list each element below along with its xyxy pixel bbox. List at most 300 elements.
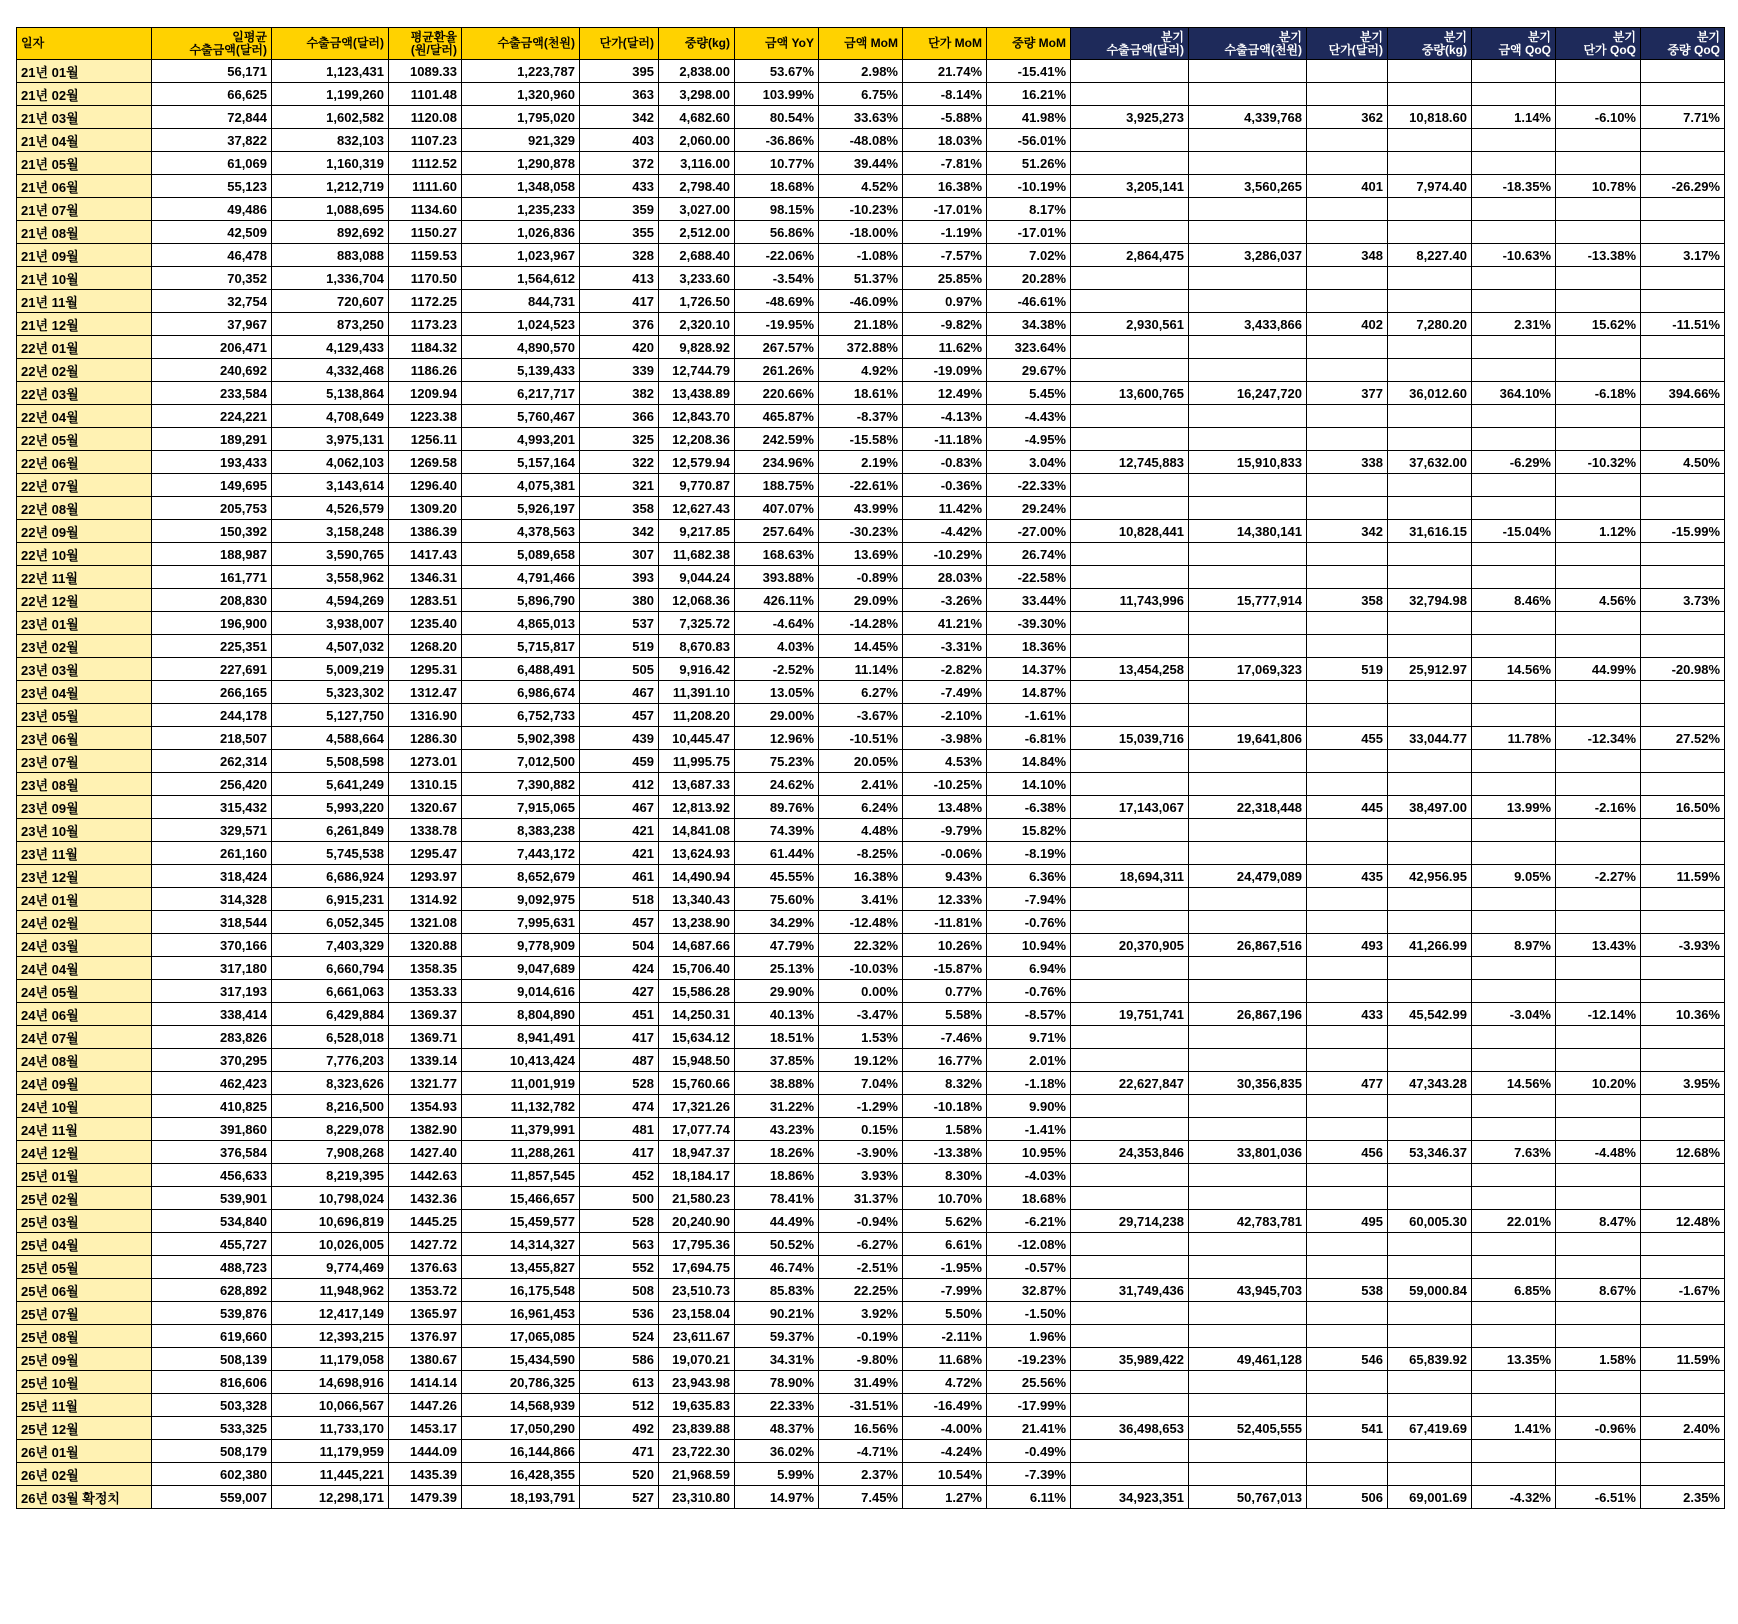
table-cell[interactable]: 34.29% [735, 911, 819, 934]
table-cell[interactable] [1071, 290, 1189, 313]
table-cell[interactable]: 10.70% [903, 1187, 987, 1210]
table-cell[interactable]: 11,733,170 [272, 1417, 389, 1440]
table-cell[interactable] [1641, 911, 1725, 934]
table-cell[interactable]: 66,625 [152, 83, 272, 106]
table-cell[interactable]: 61,069 [152, 152, 272, 175]
table-cell[interactable]: -0.19% [819, 1325, 903, 1348]
table-cell[interactable]: 1309.20 [389, 497, 462, 520]
table-cell[interactable]: 1,024,523 [462, 313, 580, 336]
table-cell[interactable]: 32,794.98 [1388, 589, 1472, 612]
table-cell[interactable]: 90.21% [735, 1302, 819, 1325]
table-cell[interactable]: 492 [580, 1417, 659, 1440]
table-cell[interactable]: 12,393,215 [272, 1325, 389, 1348]
table-cell[interactable]: 1134.60 [389, 198, 462, 221]
table-cell[interactable]: -0.06% [903, 842, 987, 865]
table-cell[interactable]: 339 [580, 359, 659, 382]
row-date-cell[interactable]: 21년 02월 [17, 83, 152, 106]
table-cell[interactable]: -12.48% [819, 911, 903, 934]
table-cell[interactable]: 233,584 [152, 382, 272, 405]
table-cell[interactable]: 2.40% [1641, 1417, 1725, 1440]
table-cell[interactable]: 3.93% [819, 1164, 903, 1187]
table-cell[interactable]: -4.24% [903, 1440, 987, 1463]
table-cell[interactable] [1388, 359, 1472, 382]
table-cell[interactable]: 21,968.59 [659, 1463, 735, 1486]
table-cell[interactable]: 7,995,631 [462, 911, 580, 934]
table-cell[interactable] [1307, 911, 1388, 934]
table-cell[interactable] [1556, 1187, 1641, 1210]
table-cell[interactable]: 5,508,598 [272, 750, 389, 773]
table-cell[interactable]: 40.13% [735, 1003, 819, 1026]
table-cell[interactable]: 10.26% [903, 934, 987, 957]
table-cell[interactable]: 14,380,141 [1189, 520, 1307, 543]
table-cell[interactable]: -4.42% [903, 520, 987, 543]
table-cell[interactable] [1388, 428, 1472, 451]
table-cell[interactable] [1189, 1440, 1307, 1463]
table-cell[interactable]: 328 [580, 244, 659, 267]
table-cell[interactable] [1388, 1187, 1472, 1210]
table-cell[interactable]: 14.56% [1472, 658, 1556, 681]
table-cell[interactable]: 1.58% [1556, 1348, 1641, 1371]
table-cell[interactable]: 51.26% [987, 152, 1071, 175]
table-cell[interactable] [1556, 359, 1641, 382]
table-cell[interactable]: -14.28% [819, 612, 903, 635]
table-cell[interactable]: 1,336,704 [272, 267, 389, 290]
table-cell[interactable]: 413 [580, 267, 659, 290]
table-cell[interactable]: 7.63% [1472, 1141, 1556, 1164]
table-cell[interactable]: 9,774,469 [272, 1256, 389, 1279]
table-cell[interactable]: 42,956.95 [1388, 865, 1472, 888]
table-cell[interactable]: 317,180 [152, 957, 272, 980]
table-cell[interactable]: 421 [580, 819, 659, 842]
table-cell[interactable] [1189, 60, 1307, 83]
table-cell[interactable] [1189, 1049, 1307, 1072]
table-cell[interactable]: 12.68% [1641, 1141, 1725, 1164]
table-cell[interactable]: 6.11% [987, 1486, 1071, 1509]
column-header[interactable]: 수출금액(달러) [272, 28, 389, 60]
table-cell[interactable]: 508,179 [152, 1440, 272, 1463]
table-cell[interactable]: 410,825 [152, 1095, 272, 1118]
table-cell[interactable]: 1432.36 [389, 1187, 462, 1210]
table-cell[interactable]: 3.73% [1641, 589, 1725, 612]
table-cell[interactable]: 1386.39 [389, 520, 462, 543]
table-cell[interactable]: 6.85% [1472, 1279, 1556, 1302]
table-cell[interactable]: 11.68% [903, 1348, 987, 1371]
table-cell[interactable]: 6.36% [987, 865, 1071, 888]
table-cell[interactable]: 74.39% [735, 819, 819, 842]
table-cell[interactable]: 720,607 [272, 290, 389, 313]
table-cell[interactable]: 2.01% [987, 1049, 1071, 1072]
table-cell[interactable]: 13.48% [903, 796, 987, 819]
table-cell[interactable]: 322 [580, 451, 659, 474]
table-cell[interactable]: 358 [1307, 589, 1388, 612]
table-cell[interactable]: 4.56% [1556, 589, 1641, 612]
table-cell[interactable]: 1,726.50 [659, 290, 735, 313]
table-cell[interactable] [1307, 221, 1388, 244]
table-cell[interactable] [1071, 1187, 1189, 1210]
table-cell[interactable]: 189,291 [152, 428, 272, 451]
table-cell[interactable]: 13,438.89 [659, 382, 735, 405]
table-cell[interactable]: 1293.97 [389, 865, 462, 888]
table-cell[interactable]: 4.48% [819, 819, 903, 842]
table-cell[interactable]: 55,123 [152, 175, 272, 198]
table-cell[interactable]: -6.21% [987, 1210, 1071, 1233]
table-cell[interactable] [1189, 290, 1307, 313]
table-cell[interactable]: 355 [580, 221, 659, 244]
table-cell[interactable] [1189, 1302, 1307, 1325]
table-cell[interactable]: 12.33% [903, 888, 987, 911]
table-cell[interactable]: -15.99% [1641, 520, 1725, 543]
table-cell[interactable]: 34,923,351 [1071, 1486, 1189, 1509]
row-date-cell[interactable]: 22년 09월 [17, 520, 152, 543]
table-cell[interactable]: 563 [580, 1233, 659, 1256]
table-cell[interactable]: 47.79% [735, 934, 819, 957]
table-cell[interactable]: 19,751,741 [1071, 1003, 1189, 1026]
table-cell[interactable]: 29,714,238 [1071, 1210, 1189, 1233]
table-cell[interactable] [1556, 497, 1641, 520]
table-cell[interactable]: 37.85% [735, 1049, 819, 1072]
table-cell[interactable]: 13.43% [1556, 934, 1641, 957]
table-cell[interactable]: 1,160,319 [272, 152, 389, 175]
table-cell[interactable]: 7,012,500 [462, 750, 580, 773]
table-cell[interactable] [1071, 681, 1189, 704]
table-cell[interactable]: 4,682.60 [659, 106, 735, 129]
table-cell[interactable]: 10.77% [735, 152, 819, 175]
table-cell[interactable] [1641, 336, 1725, 359]
table-cell[interactable] [1307, 1049, 1388, 1072]
table-cell[interactable]: 25.13% [735, 957, 819, 980]
table-cell[interactable] [1071, 60, 1189, 83]
table-cell[interactable]: 10.20% [1556, 1072, 1641, 1095]
table-cell[interactable]: 1339.14 [389, 1049, 462, 1072]
table-cell[interactable]: -4.71% [819, 1440, 903, 1463]
table-cell[interactable] [1641, 1440, 1725, 1463]
table-cell[interactable]: 4.50% [1641, 451, 1725, 474]
table-cell[interactable]: 224,221 [152, 405, 272, 428]
row-date-cell[interactable]: 24년 11월 [17, 1118, 152, 1141]
table-cell[interactable] [1071, 1440, 1189, 1463]
row-date-cell[interactable]: 25년 02월 [17, 1187, 152, 1210]
table-cell[interactable]: 5,896,790 [462, 589, 580, 612]
table-cell[interactable]: 12,068.36 [659, 589, 735, 612]
table-cell[interactable] [1556, 1095, 1641, 1118]
table-cell[interactable]: 487 [580, 1049, 659, 1072]
table-cell[interactable] [1472, 267, 1556, 290]
table-cell[interactable]: 13,238.90 [659, 911, 735, 934]
table-cell[interactable]: 5.62% [903, 1210, 987, 1233]
table-cell[interactable]: 15,466,657 [462, 1187, 580, 1210]
table-cell[interactable] [1556, 152, 1641, 175]
row-date-cell[interactable]: 26년 02월 [17, 1463, 152, 1486]
table-cell[interactable] [1556, 566, 1641, 589]
table-cell[interactable]: 533,325 [152, 1417, 272, 1440]
table-cell[interactable]: -30.23% [819, 520, 903, 543]
table-cell[interactable]: 1414.14 [389, 1371, 462, 1394]
table-cell[interactable]: 9.71% [987, 1026, 1071, 1049]
table-cell[interactable] [1472, 612, 1556, 635]
table-cell[interactable]: 15.82% [987, 819, 1071, 842]
table-cell[interactable]: 5.58% [903, 1003, 987, 1026]
table-cell[interactable]: 11.59% [1641, 865, 1725, 888]
table-cell[interactable]: 1101.48 [389, 83, 462, 106]
table-cell[interactable] [1388, 980, 1472, 1003]
table-cell[interactable]: 244,178 [152, 704, 272, 727]
table-cell[interactable]: 14,490.94 [659, 865, 735, 888]
table-cell[interactable]: 3,233.60 [659, 267, 735, 290]
table-cell[interactable]: 417 [580, 290, 659, 313]
table-cell[interactable]: 338 [1307, 451, 1388, 474]
table-cell[interactable]: 44.49% [735, 1210, 819, 1233]
table-cell[interactable] [1556, 83, 1641, 106]
table-cell[interactable]: 8,323,626 [272, 1072, 389, 1095]
table-cell[interactable]: 56.86% [735, 221, 819, 244]
table-cell[interactable]: -2.82% [903, 658, 987, 681]
table-cell[interactable] [1189, 1164, 1307, 1187]
table-cell[interactable]: 24.62% [735, 773, 819, 796]
row-date-cell[interactable]: 22년 05월 [17, 428, 152, 451]
table-cell[interactable] [1388, 1026, 1472, 1049]
table-cell[interactable]: 11,948,962 [272, 1279, 389, 1302]
table-cell[interactable]: 4,791,466 [462, 566, 580, 589]
table-cell[interactable] [1641, 1118, 1725, 1141]
table-cell[interactable] [1388, 198, 1472, 221]
row-date-cell[interactable]: 21년 05월 [17, 152, 152, 175]
table-cell[interactable]: -39.30% [987, 612, 1071, 635]
table-cell[interactable] [1472, 1095, 1556, 1118]
table-cell[interactable]: 8,219,395 [272, 1164, 389, 1187]
table-cell[interactable]: -12.34% [1556, 727, 1641, 750]
table-cell[interactable] [1472, 543, 1556, 566]
table-cell[interactable]: -0.76% [987, 980, 1071, 1003]
row-date-cell[interactable]: 22년 10월 [17, 543, 152, 566]
column-header[interactable]: 일평균 수출금액(달러) [152, 28, 272, 60]
table-cell[interactable]: 1453.17 [389, 1417, 462, 1440]
table-cell[interactable] [1556, 1302, 1641, 1325]
table-cell[interactable] [1071, 1256, 1189, 1279]
table-cell[interactable]: 14.84% [987, 750, 1071, 773]
table-cell[interactable]: 325 [580, 428, 659, 451]
table-cell[interactable] [1307, 980, 1388, 1003]
table-cell[interactable]: 3,205,141 [1071, 175, 1189, 198]
table-cell[interactable] [1189, 1371, 1307, 1394]
table-cell[interactable] [1189, 405, 1307, 428]
table-cell[interactable] [1472, 474, 1556, 497]
table-cell[interactable]: 1,212,719 [272, 175, 389, 198]
table-cell[interactable]: 1089.33 [389, 60, 462, 83]
table-cell[interactable] [1556, 1049, 1641, 1072]
table-cell[interactable] [1388, 221, 1472, 244]
row-date-cell[interactable]: 22년 11월 [17, 566, 152, 589]
table-cell[interactable]: 17,795.36 [659, 1233, 735, 1256]
table-cell[interactable]: -10.32% [1556, 451, 1641, 474]
table-cell[interactable] [1472, 681, 1556, 704]
table-cell[interactable]: 358 [580, 497, 659, 520]
table-cell[interactable] [1641, 1463, 1725, 1486]
table-cell[interactable]: 46.74% [735, 1256, 819, 1279]
table-cell[interactable] [1472, 773, 1556, 796]
table-cell[interactable]: -3.93% [1641, 934, 1725, 957]
table-cell[interactable] [1556, 290, 1641, 313]
table-cell[interactable] [1189, 428, 1307, 451]
table-cell[interactable]: 2.98% [819, 60, 903, 83]
table-cell[interactable] [1641, 1302, 1725, 1325]
table-cell[interactable]: -13.38% [903, 1141, 987, 1164]
table-cell[interactable] [1641, 1026, 1725, 1049]
table-cell[interactable]: 519 [1307, 658, 1388, 681]
table-cell[interactable]: 16.50% [1641, 796, 1725, 819]
table-cell[interactable]: 6.27% [819, 681, 903, 704]
table-cell[interactable] [1472, 290, 1556, 313]
table-cell[interactable] [1189, 1233, 1307, 1256]
table-cell[interactable]: 11.42% [903, 497, 987, 520]
table-cell[interactable]: 1382.90 [389, 1118, 462, 1141]
table-cell[interactable] [1556, 428, 1641, 451]
table-cell[interactable] [1472, 60, 1556, 83]
table-cell[interactable]: 11,001,919 [462, 1072, 580, 1095]
table-cell[interactable]: 5,715,817 [462, 635, 580, 658]
table-cell[interactable] [1556, 842, 1641, 865]
table-cell[interactable]: 10,828,441 [1071, 520, 1189, 543]
table-cell[interactable]: 1,199,260 [272, 83, 389, 106]
table-cell[interactable]: 481 [580, 1118, 659, 1141]
table-cell[interactable] [1307, 129, 1388, 152]
table-cell[interactable]: 14,314,327 [462, 1233, 580, 1256]
table-cell[interactable] [1556, 1325, 1641, 1348]
table-cell[interactable] [1189, 888, 1307, 911]
row-date-cell[interactable]: 23년 08월 [17, 773, 152, 796]
table-cell[interactable]: 20,240.90 [659, 1210, 735, 1233]
table-cell[interactable]: -22.06% [735, 244, 819, 267]
row-date-cell[interactable]: 21년 09월 [17, 244, 152, 267]
table-cell[interactable]: 524 [580, 1325, 659, 1348]
table-cell[interactable]: 5,641,249 [272, 773, 389, 796]
table-cell[interactable]: 42,783,781 [1189, 1210, 1307, 1233]
table-cell[interactable] [1189, 83, 1307, 106]
table-cell[interactable] [1071, 405, 1189, 428]
table-cell[interactable]: 1353.33 [389, 980, 462, 1003]
table-cell[interactable] [1071, 566, 1189, 589]
table-cell[interactable]: -10.23% [819, 198, 903, 221]
table-cell[interactable]: 11,391.10 [659, 681, 735, 704]
table-cell[interactable] [1556, 612, 1641, 635]
table-cell[interactable]: 500 [580, 1187, 659, 1210]
table-cell[interactable] [1556, 267, 1641, 290]
table-cell[interactable]: 12,627.43 [659, 497, 735, 520]
table-cell[interactable]: 17,077.74 [659, 1118, 735, 1141]
table-cell[interactable]: 23,839.88 [659, 1417, 735, 1440]
table-cell[interactable]: 14,568,939 [462, 1394, 580, 1417]
table-cell[interactable] [1307, 1394, 1388, 1417]
table-cell[interactable]: 451 [580, 1003, 659, 1026]
table-cell[interactable]: 1,290,878 [462, 152, 580, 175]
table-cell[interactable] [1071, 267, 1189, 290]
table-cell[interactable]: 1.12% [1556, 520, 1641, 543]
table-cell[interactable]: 18,184.17 [659, 1164, 735, 1187]
table-cell[interactable]: 20,370,905 [1071, 934, 1189, 957]
table-cell[interactable]: 394.66% [1641, 382, 1725, 405]
table-cell[interactable]: 457 [580, 911, 659, 934]
table-cell[interactable]: 25,912.97 [1388, 658, 1472, 681]
table-cell[interactable]: -1.19% [903, 221, 987, 244]
table-cell[interactable]: 10.36% [1641, 1003, 1725, 1026]
column-header[interactable]: 금액 MoM [819, 28, 903, 60]
table-cell[interactable] [1307, 1302, 1388, 1325]
table-cell[interactable]: 1,320,960 [462, 83, 580, 106]
table-cell[interactable]: 1295.47 [389, 842, 462, 865]
table-cell[interactable]: 586 [580, 1348, 659, 1371]
table-cell[interactable]: 205,753 [152, 497, 272, 520]
table-cell[interactable]: 13.05% [735, 681, 819, 704]
table-cell[interactable]: 372 [580, 152, 659, 175]
table-cell[interactable]: 1120.08 [389, 106, 462, 129]
table-cell[interactable] [1556, 60, 1641, 83]
table-cell[interactable]: 50,767,013 [1189, 1486, 1307, 1509]
table-cell[interactable]: 12,745,883 [1071, 451, 1189, 474]
table-cell[interactable]: 3.17% [1641, 244, 1725, 267]
table-cell[interactable]: 11.62% [903, 336, 987, 359]
table-cell[interactable]: 402 [1307, 313, 1388, 336]
table-cell[interactable]: 45.55% [735, 865, 819, 888]
table-cell[interactable] [1071, 198, 1189, 221]
table-cell[interactable]: 15,634.12 [659, 1026, 735, 1049]
table-cell[interactable]: 338,414 [152, 1003, 272, 1026]
table-cell[interactable]: 10,066,567 [272, 1394, 389, 1417]
row-date-cell[interactable]: 25년 05월 [17, 1256, 152, 1279]
table-cell[interactable] [1641, 612, 1725, 635]
table-cell[interactable]: 2,688.40 [659, 244, 735, 267]
row-date-cell[interactable]: 24년 07월 [17, 1026, 152, 1049]
table-cell[interactable]: 433 [580, 175, 659, 198]
table-cell[interactable]: 467 [580, 681, 659, 704]
table-cell[interactable] [1189, 612, 1307, 635]
table-cell[interactable] [1472, 980, 1556, 1003]
table-cell[interactable]: 873,250 [272, 313, 389, 336]
table-cell[interactable]: -11.51% [1641, 313, 1725, 336]
table-cell[interactable] [1189, 497, 1307, 520]
table-cell[interactable]: -10.18% [903, 1095, 987, 1118]
table-cell[interactable]: 455 [1307, 727, 1388, 750]
column-header[interactable]: 분기 단가 QoQ [1556, 28, 1641, 60]
table-cell[interactable] [1189, 957, 1307, 980]
table-cell[interactable]: 363 [580, 83, 659, 106]
table-cell[interactable]: -3.47% [819, 1003, 903, 1026]
table-cell[interactable] [1556, 911, 1641, 934]
table-cell[interactable]: -0.49% [987, 1440, 1071, 1463]
row-date-cell[interactable]: 23년 07월 [17, 750, 152, 773]
row-date-cell[interactable]: 21년 03월 [17, 106, 152, 129]
table-cell[interactable] [1189, 198, 1307, 221]
table-cell[interactable] [1189, 1325, 1307, 1348]
column-header[interactable]: 중량 MoM [987, 28, 1071, 60]
table-cell[interactable]: 193,433 [152, 451, 272, 474]
table-cell[interactable]: 1444.09 [389, 1440, 462, 1463]
table-cell[interactable]: 20.28% [987, 267, 1071, 290]
table-cell[interactable] [1307, 290, 1388, 313]
row-date-cell[interactable]: 22년 02월 [17, 359, 152, 382]
table-cell[interactable]: 505 [580, 658, 659, 681]
table-cell[interactable]: -1.08% [819, 244, 903, 267]
table-cell[interactable]: 0.77% [903, 980, 987, 1003]
table-cell[interactable]: 22.01% [1472, 1210, 1556, 1233]
row-date-cell[interactable]: 24년 02월 [17, 911, 152, 934]
table-cell[interactable]: 21.18% [819, 313, 903, 336]
table-cell[interactable] [1556, 888, 1641, 911]
table-cell[interactable] [1641, 1371, 1725, 1394]
table-cell[interactable]: 188.75% [735, 474, 819, 497]
table-cell[interactable]: 4,890,570 [462, 336, 580, 359]
table-cell[interactable] [1071, 888, 1189, 911]
table-cell[interactable]: 16,428,355 [462, 1463, 580, 1486]
table-cell[interactable] [1641, 543, 1725, 566]
